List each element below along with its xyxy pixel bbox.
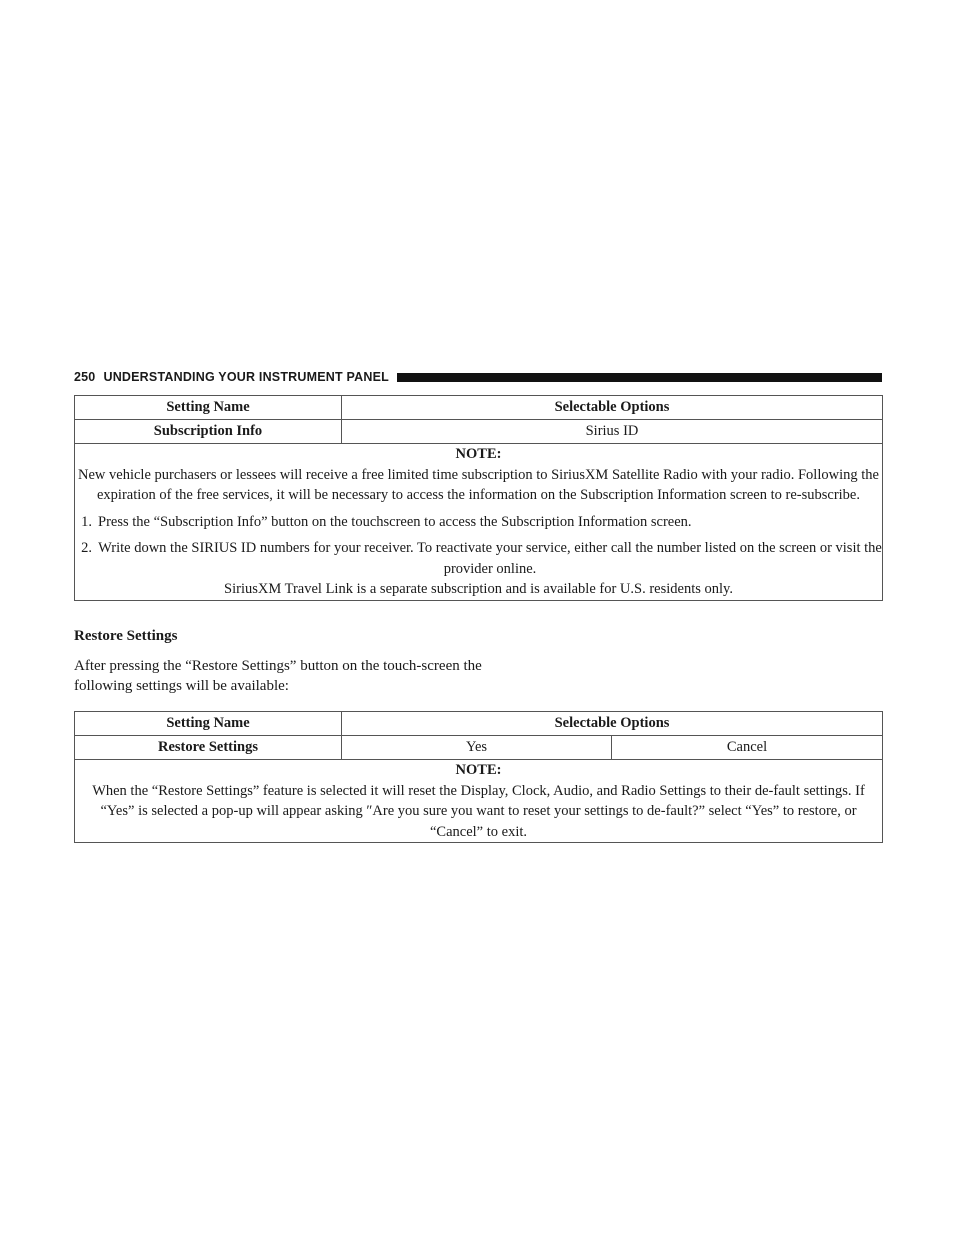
subscription-settings-table bbox=[74, 395, 883, 601]
setting-name-cell: Restore Settings bbox=[75, 736, 342, 760]
step-number: 1. bbox=[81, 513, 92, 530]
restore-settings-table bbox=[74, 711, 883, 843]
travel-link-note: SiriusXM Travel Link is a separate subscription and is available for U.S. residents only. bbox=[224, 581, 733, 597]
page-number: 250 bbox=[74, 370, 96, 384]
note-cell bbox=[75, 760, 883, 843]
note-text: New vehicle purchasers or lessees will receive a free limited time subscription to SiriusXM Satellite Radio with your radio. Following the expiration of the free services, it will be necessary to access the information on the Subscription Information screen to re-subscribe. bbox=[78, 466, 879, 503]
step-text: Write down the SIRIUS ID numbers for your receiver. To reactivate your service, either call the number listed on the screen or visit the provider online. bbox=[98, 540, 882, 577]
note-text: When the “Restore Settings” feature is selected it will reset the Display, Clock, Audio, and Radio Settings to their de-fault settings. If “Yes” is selected a pop-up will appear asking ″Are you sure you want to reset your settings to de-fault?” select “Yes” to restore, or “Cancel” to exit. bbox=[92, 782, 865, 840]
table-row bbox=[75, 736, 883, 760]
column-header-setting-name: Setting Name bbox=[75, 396, 342, 420]
option-cell: Sirius ID bbox=[342, 420, 883, 444]
column-header-setting-name: Setting Name bbox=[75, 712, 342, 736]
note-label: NOTE: bbox=[455, 762, 502, 778]
header-rule bbox=[397, 373, 882, 382]
page-header bbox=[74, 369, 882, 385]
section-title: UNDERSTANDING YOUR INSTRUMENT PANEL bbox=[103, 370, 389, 384]
restore-settings-body: After pressing the “Restore Settings” button on the touch-screen the following settings will be available: bbox=[74, 658, 482, 694]
option-yes-cell: Yes bbox=[342, 736, 612, 760]
setting-name-cell: Subscription Info bbox=[75, 420, 342, 444]
column-header-selectable-options: Selectable Options bbox=[342, 396, 883, 420]
restore-settings-heading: Restore Settings bbox=[74, 628, 178, 644]
table-row bbox=[75, 420, 883, 444]
step-text: Press the “Subscription Info” button on the touchscreen to access the Subscription Information screen. bbox=[98, 513, 692, 530]
list-item bbox=[75, 538, 882, 579]
list-item bbox=[75, 512, 882, 533]
option-cancel-cell: Cancel bbox=[612, 736, 883, 760]
table-header-row bbox=[75, 396, 883, 420]
step-number: 2. bbox=[81, 540, 92, 556]
note-cell bbox=[75, 444, 883, 601]
note-row bbox=[75, 760, 883, 843]
column-header-selectable-options: Selectable Options bbox=[342, 712, 883, 736]
note-row bbox=[75, 444, 883, 601]
table-header-row bbox=[75, 712, 883, 736]
note-label: NOTE: bbox=[455, 446, 502, 462]
